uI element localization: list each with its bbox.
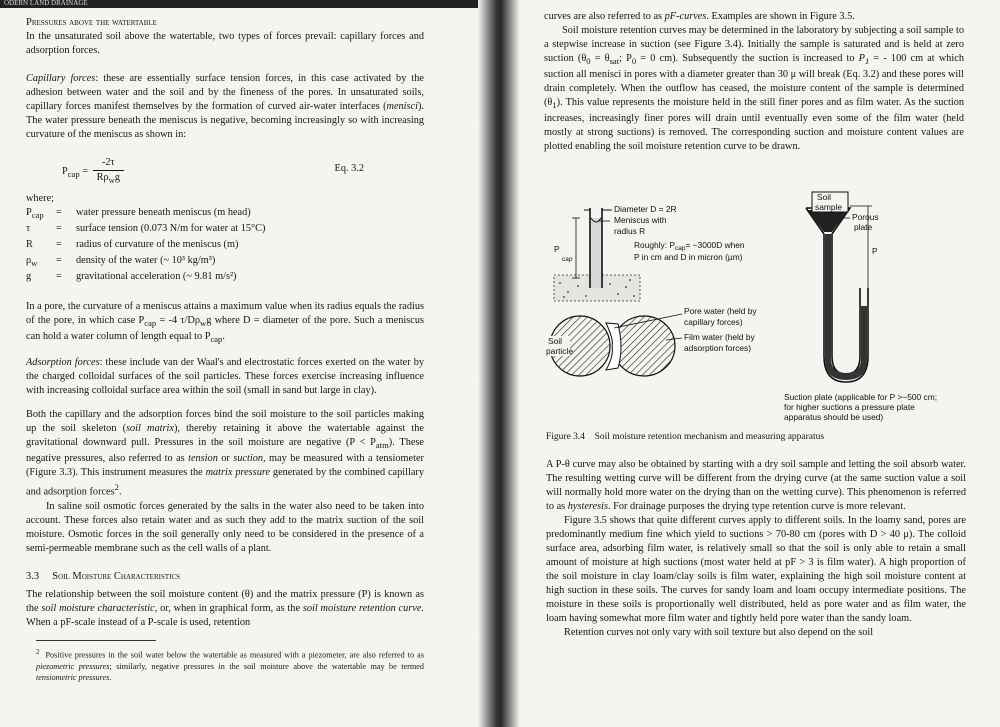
pf-curves-paragraph: curves are also referred to as pF-curves. Examples are shown in Figure 3.5. (544, 11, 855, 22)
footnote-rule (36, 640, 156, 641)
where-label: where; (26, 193, 55, 204)
definition-row: R = radius of curvature of the meniscus (m) (26, 239, 239, 251)
equation-label: Eq. 3.2 (334, 163, 364, 174)
equation-denominator: $R\rho_wg$ (96, 172, 120, 186)
pore-water-label-2: capillary forces) (684, 317, 743, 327)
footnote: $^2$ Positive pressures in the soil water below the watertable as measured with a piezometer, are also referred to as piezometric pressures; similarly, negative pressures in the soil moisture above the watertable may be termed tensiometric pressures. (36, 648, 425, 682)
diameter-label: Diameter D = 2R (614, 204, 677, 214)
soil-sample-label-1: Soil (817, 192, 831, 202)
roughly-line-2: P in cm and D in micron (μm) (634, 252, 743, 262)
funnel-and-tube (806, 208, 860, 374)
suction-note-3: apparatus should be used) (784, 412, 884, 422)
soil-particles-diagram (546, 306, 757, 376)
definition-row: g = gravitational acceleration (~ 9.81 m/s²) (26, 271, 237, 283)
definition-row: $P_{cap}$ = water pressure beneath meniscus (m head) (26, 207, 251, 221)
book-gutter (478, 0, 520, 727)
subsection-heading: 3.3 Soil Moisture Characteristics (26, 570, 181, 582)
soil-particle-label-2: particle (546, 346, 573, 356)
pcap-sub-label: cap (562, 256, 573, 263)
radius-label: radius R (614, 226, 646, 236)
figure-caption: Figure 3.4 Soil moisture retention mechanism and measuring apparatus (546, 432, 825, 442)
soil-sample-label-2: sample (815, 202, 842, 212)
retention-curves-paragraph: Retention curves not only vary with soil texture but also depend on the soil (564, 627, 874, 638)
porous-plate (808, 210, 848, 232)
pore-paragraph: In a pore, the curvature of a meniscus attains a maximum value when its radius equals the radius of the pore, in which case $P_{cap} = -4$ $\tau/D\rho_wg$ where D = diameter of the pore. Such a meniscus can hold a water column of length equal to $P_{cap}$. (26, 301, 424, 345)
porous-plate-label-2: plate (854, 222, 873, 232)
pcap-label: P (554, 244, 560, 254)
capillary-paragraph: Capillary forces: these are essentially surface tension forces, in this case activated by the adhesion between water and the soil and by the fineness of the pores. In unsaturated soils, capillary forces manifest themselves by the formation of curved air-water interfaces (menisci). The water pressure beneath the meniscus is negative, becoming increasingly so with increasing curvature of the meniscus as shown in: (26, 73, 424, 140)
left-page-body (26, 16, 424, 683)
equation-3-2 (26, 152, 424, 192)
figure-3-4 (532, 188, 992, 424)
roughly-label: Roughly: $P_{cap}= -3000D$ when (634, 240, 745, 252)
adsorption-paragraph: Adsorption forces: these include van der Waal's and electrostatic forces exerted on the water by the charged colloidal surfaces of the soil particles. These forces exercise increasing influence with increasing colloidal surface area within the soil (small in sand but large in clay). (26, 357, 425, 397)
capillary-tube-diagram (554, 204, 745, 301)
porous-plate-label-1: Porous (852, 212, 879, 222)
both-forces-paragraph: Both the capillary and the adsorption forces bind the soil moisture to the soil particles making up the soil skeleton (soil matrix), thereby retaining it above the watertable against the gravitational downward pull. Pressures in the soil moisture are negative $(P < P_{atm})$. These negative pressures, also referred to as tension or suction, may be measured with a tensiometer (Figure 3.3). This instrument measures the matrix pressure generated by the combined capillary and adsorption forces$^2$. (26, 409, 424, 498)
intro-paragraph: In the unsaturated soil above the watertable, two types of forces prevail: capillary forces and adsorption forces. (26, 31, 424, 56)
laboratory-paragraph: Soil moisture retention curves may be determined in the laboratory by subjecting a soil sample to a stepwise increase in suction (see Figure 3.4). Initially the sample is saturated and is held at zero suction ($\theta_0 = \theta_{sat}$; $P_0 = 0$ cm). Subsequently the suction is increased to $P_1$ = - 100 cm at which suction all menisci in pores with a diameter greater than 30 μ will break (Eq. 3.2) and these pores will drain completely. When the outflow has ceased, the moisture content of the sample is determined $(\theta_1)$. This value represents the moisture held in the still finer pores and as film water. As the suction increases, increasingly finer pores will drain until eventually even some of the film water (held mostly at strong suctions) is removed. The corresponding suction and moisture content values are plotted enabling the soil moisture retention curve to be drawn. (544, 25, 964, 153)
figure-3-5-paragraph: Figure 3.5 shows that quite different curves apply to different soils. In the loamy sand, pores are predominantly medium fine which yield to suctions > 70-80 cm (pores with D > 40 μ). The colloid surface area, adsorbing film water, is relatively small so that the soil is only able to retain a small amount of moisture at high suctions (most water held at pF > 3 is film water). A high proportion of the soil moisture in clay loam/clay soils is film water, explaining the high soil moisture content at high suction in these soils. The curves for sandy loam and loam occupy intermediate positions. The moisture in these soils is proportionally well distributed, held as pore water and as film water, the loam having somewhat more film water and tightly held pore water than the sandy loam. (546, 515, 966, 624)
film-water-label-2: adsorption forces) (684, 343, 752, 353)
suction-note-2: for higher suctions a pressure plate (784, 402, 915, 412)
right-page-top-text (544, 10, 964, 164)
pore-water-label-1: Pore water (held by (684, 306, 757, 316)
p-label: P (872, 246, 878, 256)
relationship-paragraph: The relationship between the soil moisture content (θ) and the matrix pressure (P) is known as the soil moisture characteristic, or, when in graphical form, as the soil moisture retention curve. When a pF-scale instead of a P-scale is used, retention (26, 588, 425, 628)
definitions-list (26, 206, 424, 286)
running-header-text: ODERN LAND DRAINAGE (4, 0, 88, 7)
suction-plate-apparatus (784, 192, 937, 422)
water-column (591, 218, 601, 288)
equation-body: $P_{cap}$ = $\frac{-2\tau}{R\rho_wg}$ (62, 156, 124, 187)
soil-particle-label-1: Soil (548, 336, 562, 346)
suction-note-1: Suction plate (applicable for P >−500 cm; (784, 392, 938, 402)
hysteresis-paragraph: A P-θ curve may also be obtained by starting with a dry soil sample and letting the soil absorb water. The resulting wetting curve will be different from the drying curve (at the same suction value a soil will normally hold more water on the drying than on the wetting curve). This phenomenon is referred to as hysteresis. For drainage purposes the drying type retention curve is more relevant. (546, 459, 966, 512)
equation-numerator: -2τ (93, 156, 124, 171)
saline-paragraph: In saline soil osmotic forces generated by the salts in the water also need to be taken into account. These forces also retain water and as such they add to the matrix suction of the soil moisture. Osmotic forces in the soil generally only need to be considered in the presence of a semi-permeable membrane such as the cell walls of a plant. (26, 500, 424, 554)
section-title: Pressures above the watertable (26, 17, 157, 28)
soil-particle-right (613, 316, 675, 376)
water-in-tube-left (825, 234, 831, 359)
film-water-label-1: Film water (held by (684, 332, 755, 342)
definition-row: $\rho_w$ = density of the water (~ 10³ kg/m³) (26, 255, 216, 269)
left-page (0, 0, 478, 727)
definition-row: τ = surface tension (0.073 N/m for water at 15°C) (26, 223, 266, 235)
running-header (0, 0, 478, 8)
right-page (520, 0, 1000, 727)
right-page-bottom-text (546, 458, 966, 650)
meniscus-label: Meniscus with (614, 215, 667, 225)
